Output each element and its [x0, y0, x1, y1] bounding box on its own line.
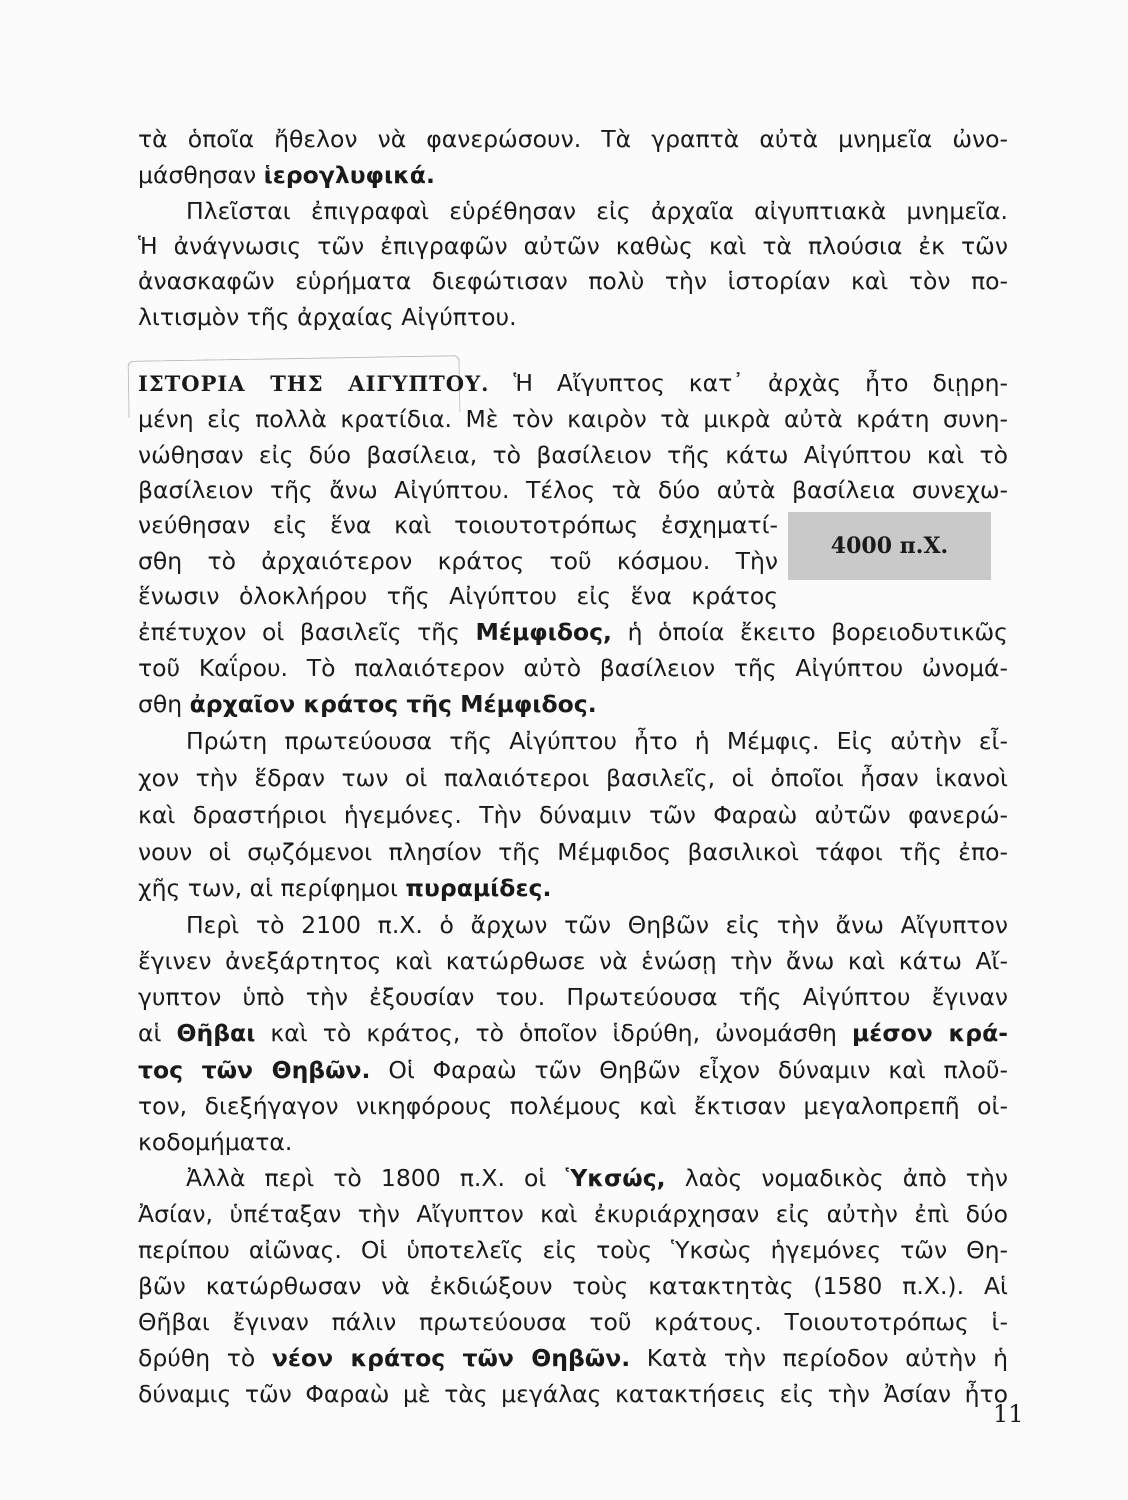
text: αἱ: [138, 1019, 162, 1047]
text-line: [138, 689, 1008, 719]
text-line: [138, 617, 1008, 647]
text-line: τοῦ Καΐρου. Τὸ παλαιότερον αὐτὸ βασίλειον τῆς Αἰγύπτου ὠνομά-: [138, 654, 1008, 682]
text-line: Περὶ τὸ 2100 π.Χ. ὁ ἄρχων τῶν Θηβῶν εἰς τὴν ἄνω Αἴγυπτον: [186, 911, 1008, 939]
text-line: λιτισμὸν τῆς ἀρχαίας Αἰγύπτου.: [138, 303, 517, 331]
text-line: βασίλειον τῆς ἄνω Αἰγύπτου. Τέλος τὰ δύο αὐτὰ βασίλεια συνεχω-: [138, 476, 1008, 504]
date-callout: 4000 π.Χ.: [788, 512, 991, 580]
term: Μέμφιδος,: [475, 618, 612, 646]
text-line: μένη εἰς πολλὰ κρατίδια. Μὲ τὸν καιρὸν τὰ μικρὰ αὐτὰ κράτη συνη-: [138, 405, 1008, 433]
text-line: [138, 1343, 1008, 1373]
text-line: νεύθησαν εἰς ἕνα καὶ τοιουτοτρόπως ἐσχηματί-: [138, 511, 778, 539]
text-line: καὶ δραστήριοι ἡγεμόνες. Τὴν δύναμιν τῶν Φαραὼ αὐτῶν φανερώ-: [138, 801, 1008, 829]
text-line: περίπου αἰῶνας. Οἱ ὑποτελεῖς εἰς τοὺς Ὑκσὼς ἡγεμόνες τῶν Θη-: [138, 1236, 1008, 1264]
text: μάσθησαν: [138, 161, 257, 189]
text-line: τὰ ὁποῖα ἤθελον νὰ φανερώσουν. Τὰ γραπτὰ αὐτὰ μνημεῖα ὠνο-: [138, 125, 1008, 153]
text-line: [138, 160, 1008, 190]
text-line: νουν οἱ σῳζόμενοι πλησίον τῆς Μέμφιδος βασιλικοὶ τάφοι τῆς ἐπο-: [138, 838, 1008, 866]
term: Ὑκσώς,: [565, 1164, 666, 1192]
text-line: βῶν κατώρθωσαν νὰ ἐκδιώξουν τοὺς κατακτητὰς (1580 π.Χ.). Αἱ: [138, 1272, 1008, 1300]
text-line: Πλεῖσται ἐπιγραφαὶ εὑρέθησαν εἰς ἀρχαῖα αἰγυπτιακὰ μνημεῖα.: [186, 197, 1008, 225]
page-number: 11: [993, 1400, 1024, 1428]
term: ἀρχαῖον κράτος τῆς Μέμφιδος.: [189, 690, 597, 718]
text: καὶ τὸ κράτος, τὸ ὁποῖον ἱδρύθη, ὠνομάσθη: [270, 1019, 837, 1047]
text-line: [138, 1055, 1008, 1085]
text-line: [138, 873, 1008, 903]
text-line: [138, 368, 1008, 399]
text: δρύθη τὸ: [138, 1344, 256, 1372]
text: Κατὰ τὴν περίοδον αὐτὴν ἡ: [646, 1344, 1008, 1372]
text-line: τον, διεξήγαγον νικηφόρους πολέμους καὶ ἔκτισαν μεγαλοπρεπῆ οἰ-: [138, 1092, 1008, 1120]
text-line: νώθησαν εἰς δύο βασίλεια, τὸ βασίλειον τῆς κάτω Αἰγύπτου καὶ τὸ: [138, 441, 1008, 469]
text: ἡ ὁποία ἔκειτο βορειοδυτικῶς: [627, 618, 1008, 646]
term: μέσον κρά-: [851, 1019, 1008, 1047]
text-line: δύναμις τῶν Φαραὼ μὲ τὰς μεγάλας κατακτήσεις εἰς τὴν Ἀσίαν ἦτο: [138, 1380, 1008, 1408]
term: νέον κράτος τῶν Θηβῶν.: [271, 1344, 631, 1372]
text-line: κοδομήματα.: [138, 1128, 293, 1156]
text-line: [138, 1018, 1008, 1048]
text-line: Θῆβαι ἔγιναν πάλιν πρωτεύουσα τοῦ κράτους. Τοιουτοτρόπως ἱ-: [138, 1308, 1008, 1336]
text-line: Ἀσίαν, ὑπέταξαν τὴν Αἴγυπτον καὶ ἐκυριάρχησαν εἰς αὐτὴν ἐπὶ δύο: [138, 1200, 1008, 1228]
text-line: ἕνωσιν ὁλοκλήρου τῆς Αἰγύπτου εἰς ἕνα κράτος: [138, 582, 778, 610]
text: λαὸς νομαδικὸς ἀπὸ τὴν: [684, 1164, 1008, 1192]
term-hieroglyphics: ἱερογλυφικά.: [263, 161, 435, 189]
text-line: Ἡ ἀνάγνωσις τῶν ἐπιγραφῶν αὐτῶν καθὼς καὶ τὰ πλούσια ἐκ τῶν: [138, 232, 1008, 260]
term: τος τῶν Θηβῶν.: [138, 1056, 371, 1084]
text-line: χον τὴν ἕδραν των οἱ παλαιότεροι βασιλεῖς, οἱ ὁποῖοι ἦσαν ἱκανοὶ: [138, 764, 1008, 792]
text: Ἀλλὰ περὶ τὸ 1800 π.Χ. οἱ: [186, 1164, 547, 1192]
text-line: σθη τὸ ἀρχαιότερον κράτος τοῦ κόσμου. Τὴν: [138, 547, 778, 575]
text: Οἱ Φαραὼ τῶν Θηβῶν εἶχον δύναμιν καὶ πλοῦ-: [388, 1056, 1008, 1084]
term: Θῆβαι: [176, 1019, 256, 1047]
text: σθη: [138, 690, 183, 718]
text-line: ἀνασκαφῶν εὑρήματα διεφώτισαν πολὺ τὴν ἱστορίαν καὶ τὸν πο-: [138, 267, 1008, 295]
text: Ἡ Αἴγυπτος κατ᾽ ἀρχὰς ἦτο διῃρη-: [513, 369, 1008, 397]
text-line: ἔγινεν ἀνεξάρτητος καὶ κατώρθωσε νὰ ἑνώσῃ τὴν ἄνω καὶ κάτω Αἴ-: [138, 947, 1008, 975]
term: πυραμίδες.: [405, 874, 552, 902]
section-heading: ΙΣΤΟΡΙΑ ΤΗΣ ΑΙΓΥΠΤΟΥ.: [138, 371, 490, 396]
text-line: γυπτον ὑπὸ τὴν ἐξουσίαν του. Πρωτεύουσα τῆς Αἰγύπτου ἔγιναν: [138, 983, 1008, 1011]
text-line: Πρώτη πρωτεύουσα τῆς Αἰγύπτου ἦτο ἡ Μέμφις. Εἰς αὐτὴν εἶ-: [186, 727, 1008, 755]
text-line: [186, 1163, 1008, 1193]
text: χῆς των, αἱ περίφημοι: [138, 874, 398, 902]
text: ἐπέτυχον οἱ βασιλεῖς τῆς: [138, 618, 460, 646]
